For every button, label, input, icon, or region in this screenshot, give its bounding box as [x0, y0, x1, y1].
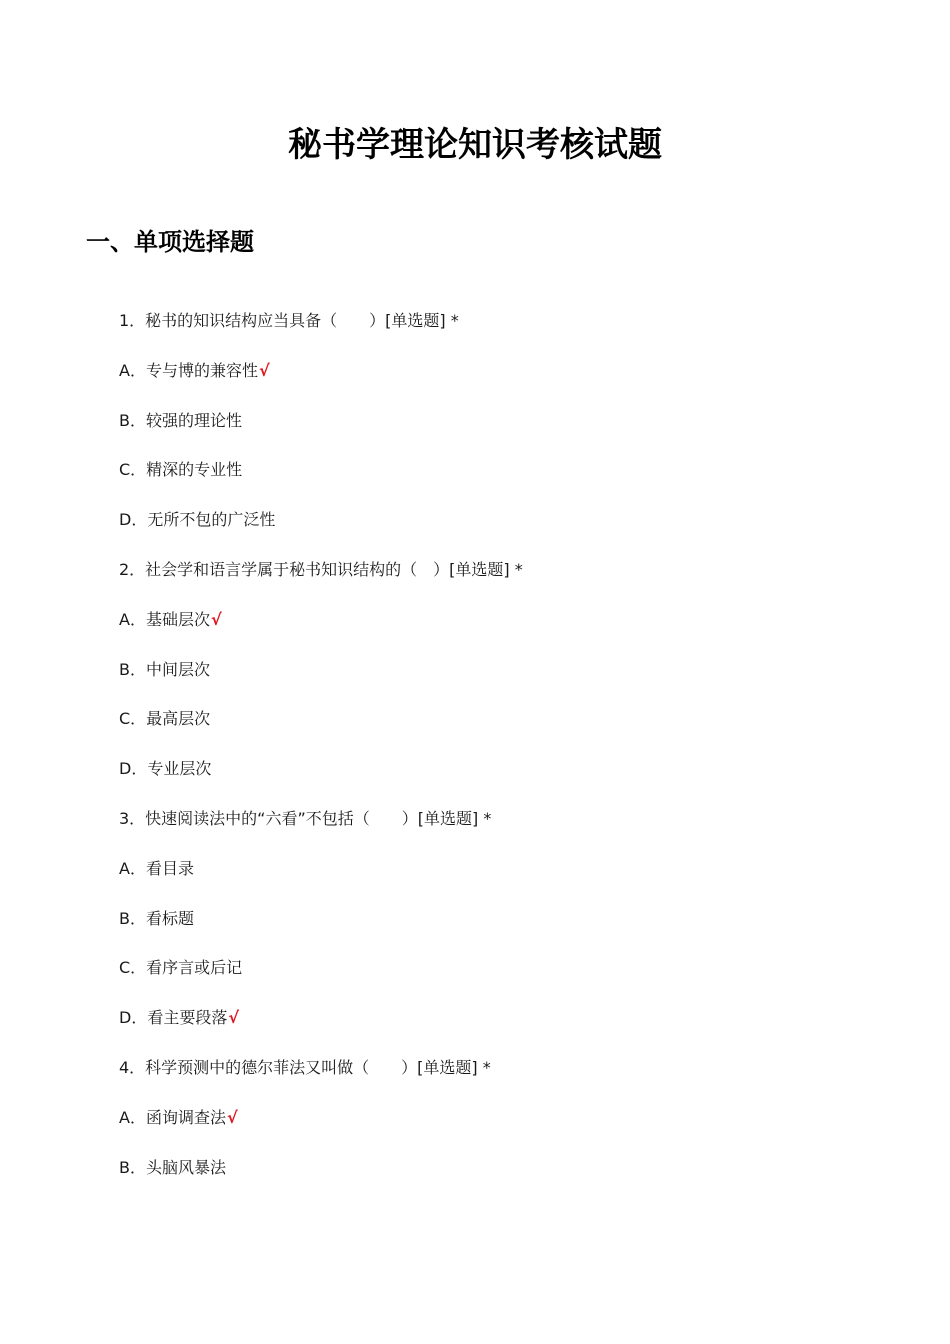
answer-option-label: B．较强的理论性: [119, 410, 242, 430]
question-stem: 3．快速阅读法中的“六看”不包括（ ）[单选题] *: [119, 808, 492, 828]
answer-option: [119, 358, 523, 408]
answer-option: [119, 507, 523, 557]
correct-check-icon: √: [226, 1107, 238, 1127]
answer-option: [119, 1105, 523, 1155]
answer-option-label: B．中间层次: [119, 659, 210, 679]
correct-check-icon: √: [258, 360, 270, 380]
answer-option-label: B．头脑风暴法: [119, 1157, 226, 1177]
correct-check-icon: √: [210, 609, 222, 629]
answer-option-label: C．最高层次: [119, 709, 211, 729]
answer-option: [119, 657, 523, 707]
answer-option: [119, 906, 523, 956]
answer-option-label: D．无所不包的广泛性: [119, 510, 276, 530]
answer-option-label: A．看目录: [119, 858, 194, 878]
answer-option: [119, 706, 523, 756]
correct-check-icon: √: [228, 1008, 239, 1028]
answer-option-label: A．函询调查法: [119, 1107, 226, 1127]
answer-option-label: C．看序言或后记: [119, 958, 243, 978]
question-stem: 2．社会学和语言学属于秘书知识结构的（ ）[单选题] *: [119, 559, 523, 579]
answer-option: [119, 607, 523, 657]
answer-option: [119, 457, 523, 507]
answer-option-label: B．看标题: [119, 908, 194, 928]
page-title: 秘书学理论知识考核试题: [288, 125, 662, 165]
answer-option-label: C．精深的专业性: [119, 460, 243, 480]
answer-option-label: A．基础层次: [119, 609, 210, 629]
question-list: [119, 308, 523, 1204]
answer-option-label: D．看主要段落: [119, 1008, 228, 1028]
section-heading: 一、单项选择题: [86, 228, 254, 256]
answer-option: [119, 1155, 523, 1205]
answer-option: [119, 955, 523, 1005]
answer-option: [119, 408, 523, 458]
answer-option: [119, 756, 523, 806]
answer-option: [119, 856, 523, 906]
answer-option: [119, 1005, 523, 1055]
answer-option-label: A．专与博的兼容性: [119, 360, 258, 380]
question-stem: 4．科学预测中的德尔菲法又叫做（ ）[单选题] *: [119, 1057, 491, 1077]
question-stem: 1．秘书的知识结构应当具备（ ）[单选题] *: [119, 311, 459, 330]
answer-option-label: D．专业层次: [119, 759, 212, 779]
